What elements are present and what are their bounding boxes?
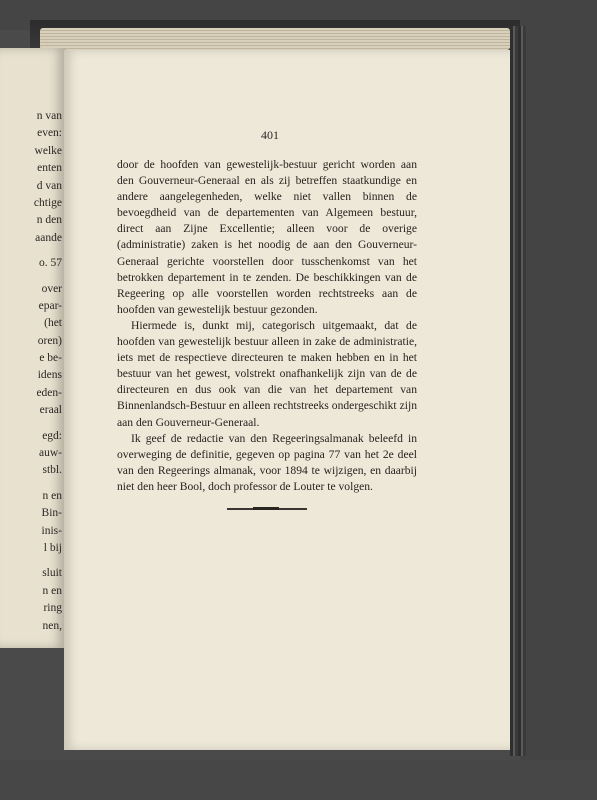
left-page-fragment: egd:	[42, 429, 62, 442]
left-page-fragment: oren)	[37, 334, 62, 347]
page-number: 401	[261, 128, 279, 142]
paragraph-1: door de hoofden van gewestelijk-bestuur gericht worden aan den Gouverneur-Generaal en als zij betreffen staatkundige en andere aangelegenheden, welke niet vallen binnen de bevoegdheid van de departementen van Algemeen bestuur, direct aan Zijne Excellentie; alleen voor de overige (administratie) zaken is het noodig de aan den Gouverneur-Generaal gerichte voorstellen door tusschenkomst van het betrokken departement in te zenden. De beschikkingen van de Regeering op alle voorstellen worden rechtstreeks aan de hoofden van gewestelijk bestuur gezonden.	[117, 158, 417, 316]
left-page-fragment: d van	[36, 179, 62, 192]
left-page-fragment	[0, 480, 62, 488]
left-page-fragment: idens	[37, 369, 62, 382]
left-page-fragment: e be-	[39, 352, 62, 365]
left-page-fragment: stbl.	[42, 464, 62, 477]
left-page-fragment: n en	[42, 489, 62, 502]
left-page-fragment: epar-	[38, 299, 62, 312]
left-page-fragment: aande	[35, 231, 62, 244]
left-page-fragment: l bij	[43, 541, 62, 554]
section-divider-center	[253, 507, 279, 510]
left-page-text	[0, 108, 62, 635]
left-page-fragment: over	[41, 282, 62, 295]
left-page-fragment: nen,	[42, 619, 62, 632]
page-body	[117, 157, 417, 495]
left-page-fragment: n den	[36, 214, 62, 227]
left-page-fragment: Bin-	[41, 507, 62, 520]
left-page-fragment: ring	[43, 602, 62, 615]
left-page-fragment: n en	[42, 584, 62, 597]
paragraph-3: Ik geef de redactie van den Regeeringsalmanak beleefd in overweging de definitie, gegeven op pagina 77 van het 2e deel van den Regeerings almanak, voor 1894 te wijzigen, en daarbij niet den heer Bool, doch professor de Louter te volgen.	[117, 431, 417, 493]
book-cover-edge	[510, 26, 526, 756]
left-page-fragment: eraal	[39, 404, 62, 417]
left-page-fragment: inis-	[41, 524, 62, 537]
left-page-fragment: auw-	[39, 447, 62, 460]
scan-background-right	[520, 0, 597, 800]
left-page-fragment: chtige	[33, 196, 62, 209]
left-page-fragment: o. 57	[39, 257, 62, 270]
left-page-fragment	[0, 247, 62, 255]
left-page-fragment: eden-	[36, 386, 62, 399]
left-page-fragment	[0, 420, 62, 428]
left-page-fragment	[0, 557, 62, 565]
left-page-fragment: enten	[37, 162, 62, 175]
left-page-fragment: even:	[37, 127, 62, 140]
left-page-fragment: sluit	[42, 567, 62, 580]
left-page-fragment: welke	[34, 144, 62, 157]
scan-background-bottom	[0, 760, 597, 800]
left-page-fragment	[0, 273, 62, 281]
paragraph-2: Hiermede is, dunkt mij, categorisch uitgemaakt, dat de hoofden van gewestelijk bestuur alleen in zake de administratie, iets met de respectieve directeuren te maken hebben en in het bestuur van het gewest, volstrekt onafhankelijk zijn van de de directeuren en dus ook van die van het departement van Binnenlandsch-Bestuur en alleen rechtstreeks ondergeschikt zijn aan den Gouverneur-Generaal.	[117, 318, 417, 429]
left-page-fragment: n van	[36, 110, 62, 122]
page-edges	[40, 28, 510, 50]
left-page-fragment: (het	[44, 317, 62, 330]
